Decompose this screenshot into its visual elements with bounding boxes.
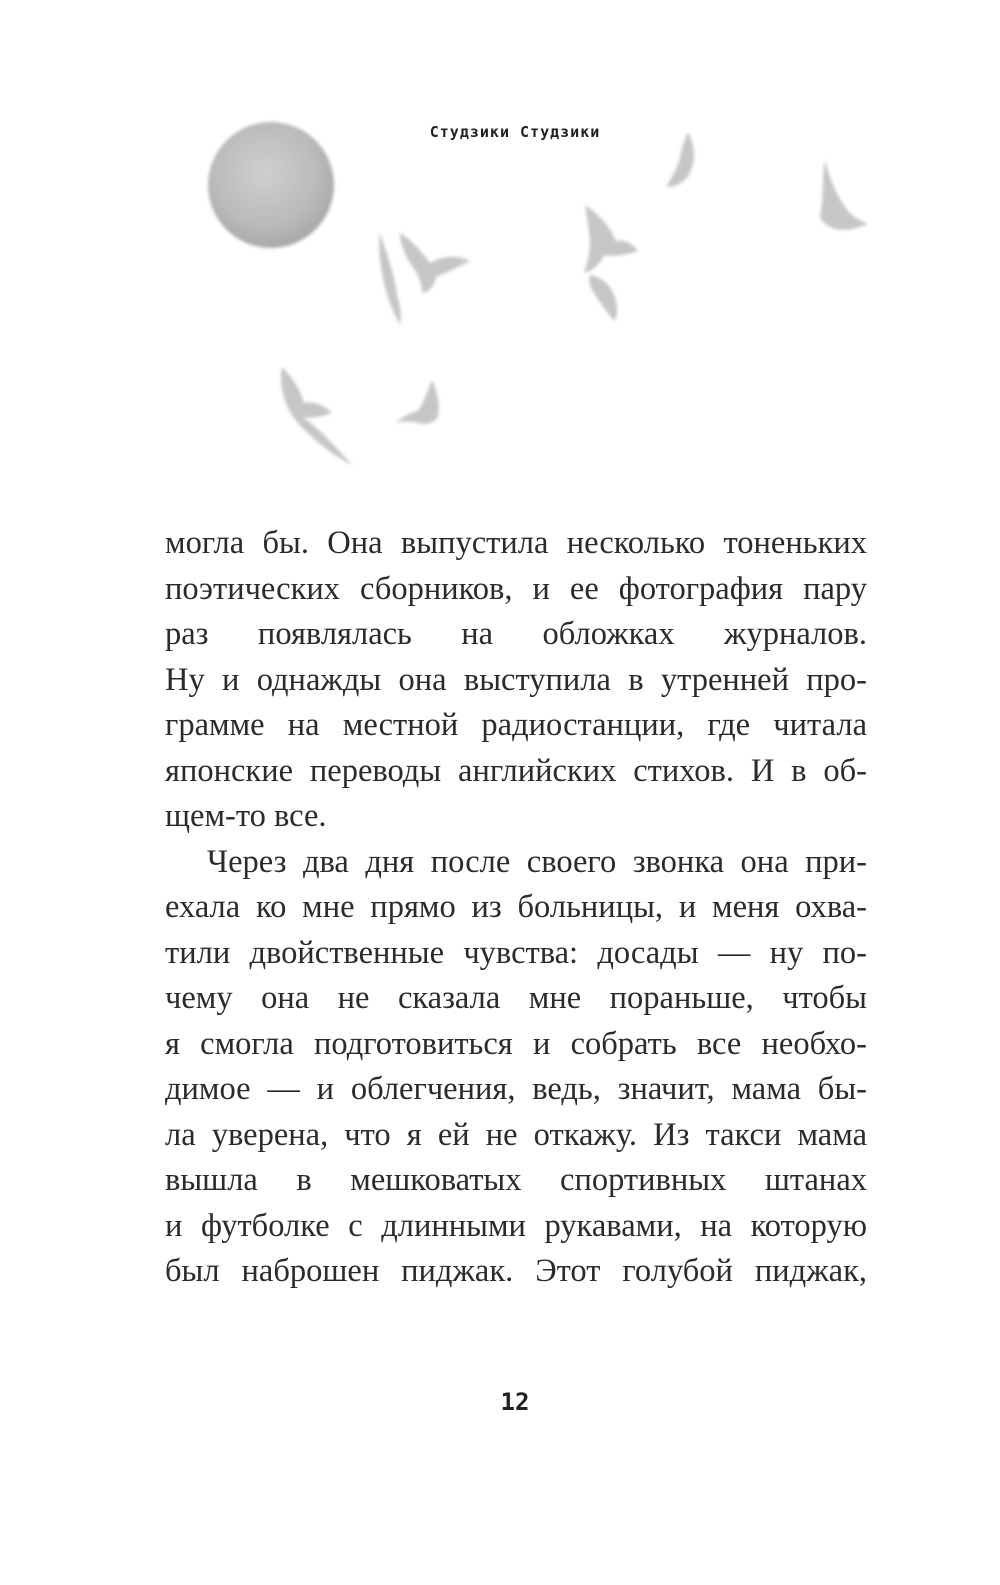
text-line: могла бы. Она выпустила несколько тоненьких	[165, 525, 867, 561]
text-line: ехала ко мне прямо из больницы, и меня охва-	[165, 889, 867, 925]
text-line: вышла в мешковатых спортивных штанах	[165, 1162, 867, 1198]
bird-shape	[666, 132, 694, 187]
paragraph-1	[165, 521, 867, 840]
bird-shape	[379, 233, 401, 325]
page-number: 12	[500, 1388, 530, 1416]
text-line: чему она не сказала мне пораньше, чтобы	[165, 980, 867, 1016]
body-text	[165, 521, 867, 1295]
bird-shape	[584, 205, 638, 273]
text-line: и футболке с длинными рукавами, на которую	[165, 1207, 867, 1244]
text-line: димое — и облегчения, ведь, значит, мама бы-	[165, 1071, 867, 1107]
bird-shape	[820, 160, 868, 230]
paragraph-2	[165, 840, 867, 1295]
text-line: Ну и однажды она выступила в утренней про-	[165, 661, 867, 698]
text-line: раз появлялась на обложках журналов.	[165, 616, 867, 652]
text-line: щем-то все.	[165, 798, 327, 834]
bird-shape	[589, 275, 617, 321]
text-line: я смогла подготовиться и собрать все необхо-	[165, 1025, 867, 1062]
running-header: Студзики Студзики	[429, 123, 601, 141]
text-line: поэтических сборников, и ее фотография пару	[165, 570, 867, 607]
text-line: грамме на местной радиостанции, где читала	[165, 707, 867, 743]
text-line: был наброшен пиджак. Этот голубой пиджак,	[165, 1253, 867, 1289]
moon-shape	[208, 122, 334, 248]
text-line: ла уверена, что я ей не откажу. Из такси мама	[165, 1116, 867, 1153]
bird-shape	[281, 367, 352, 465]
text-line: японские переводы английских стихов. И в об-	[165, 752, 867, 789]
text-line: Через два дня после своего звонка она при-	[207, 843, 867, 880]
moon-and-birds-icon	[190, 105, 880, 475]
bird-shape	[400, 233, 470, 293]
bird-shape	[396, 380, 439, 424]
text-line: тили двойственные чувства: досады — ну по-	[165, 934, 867, 971]
